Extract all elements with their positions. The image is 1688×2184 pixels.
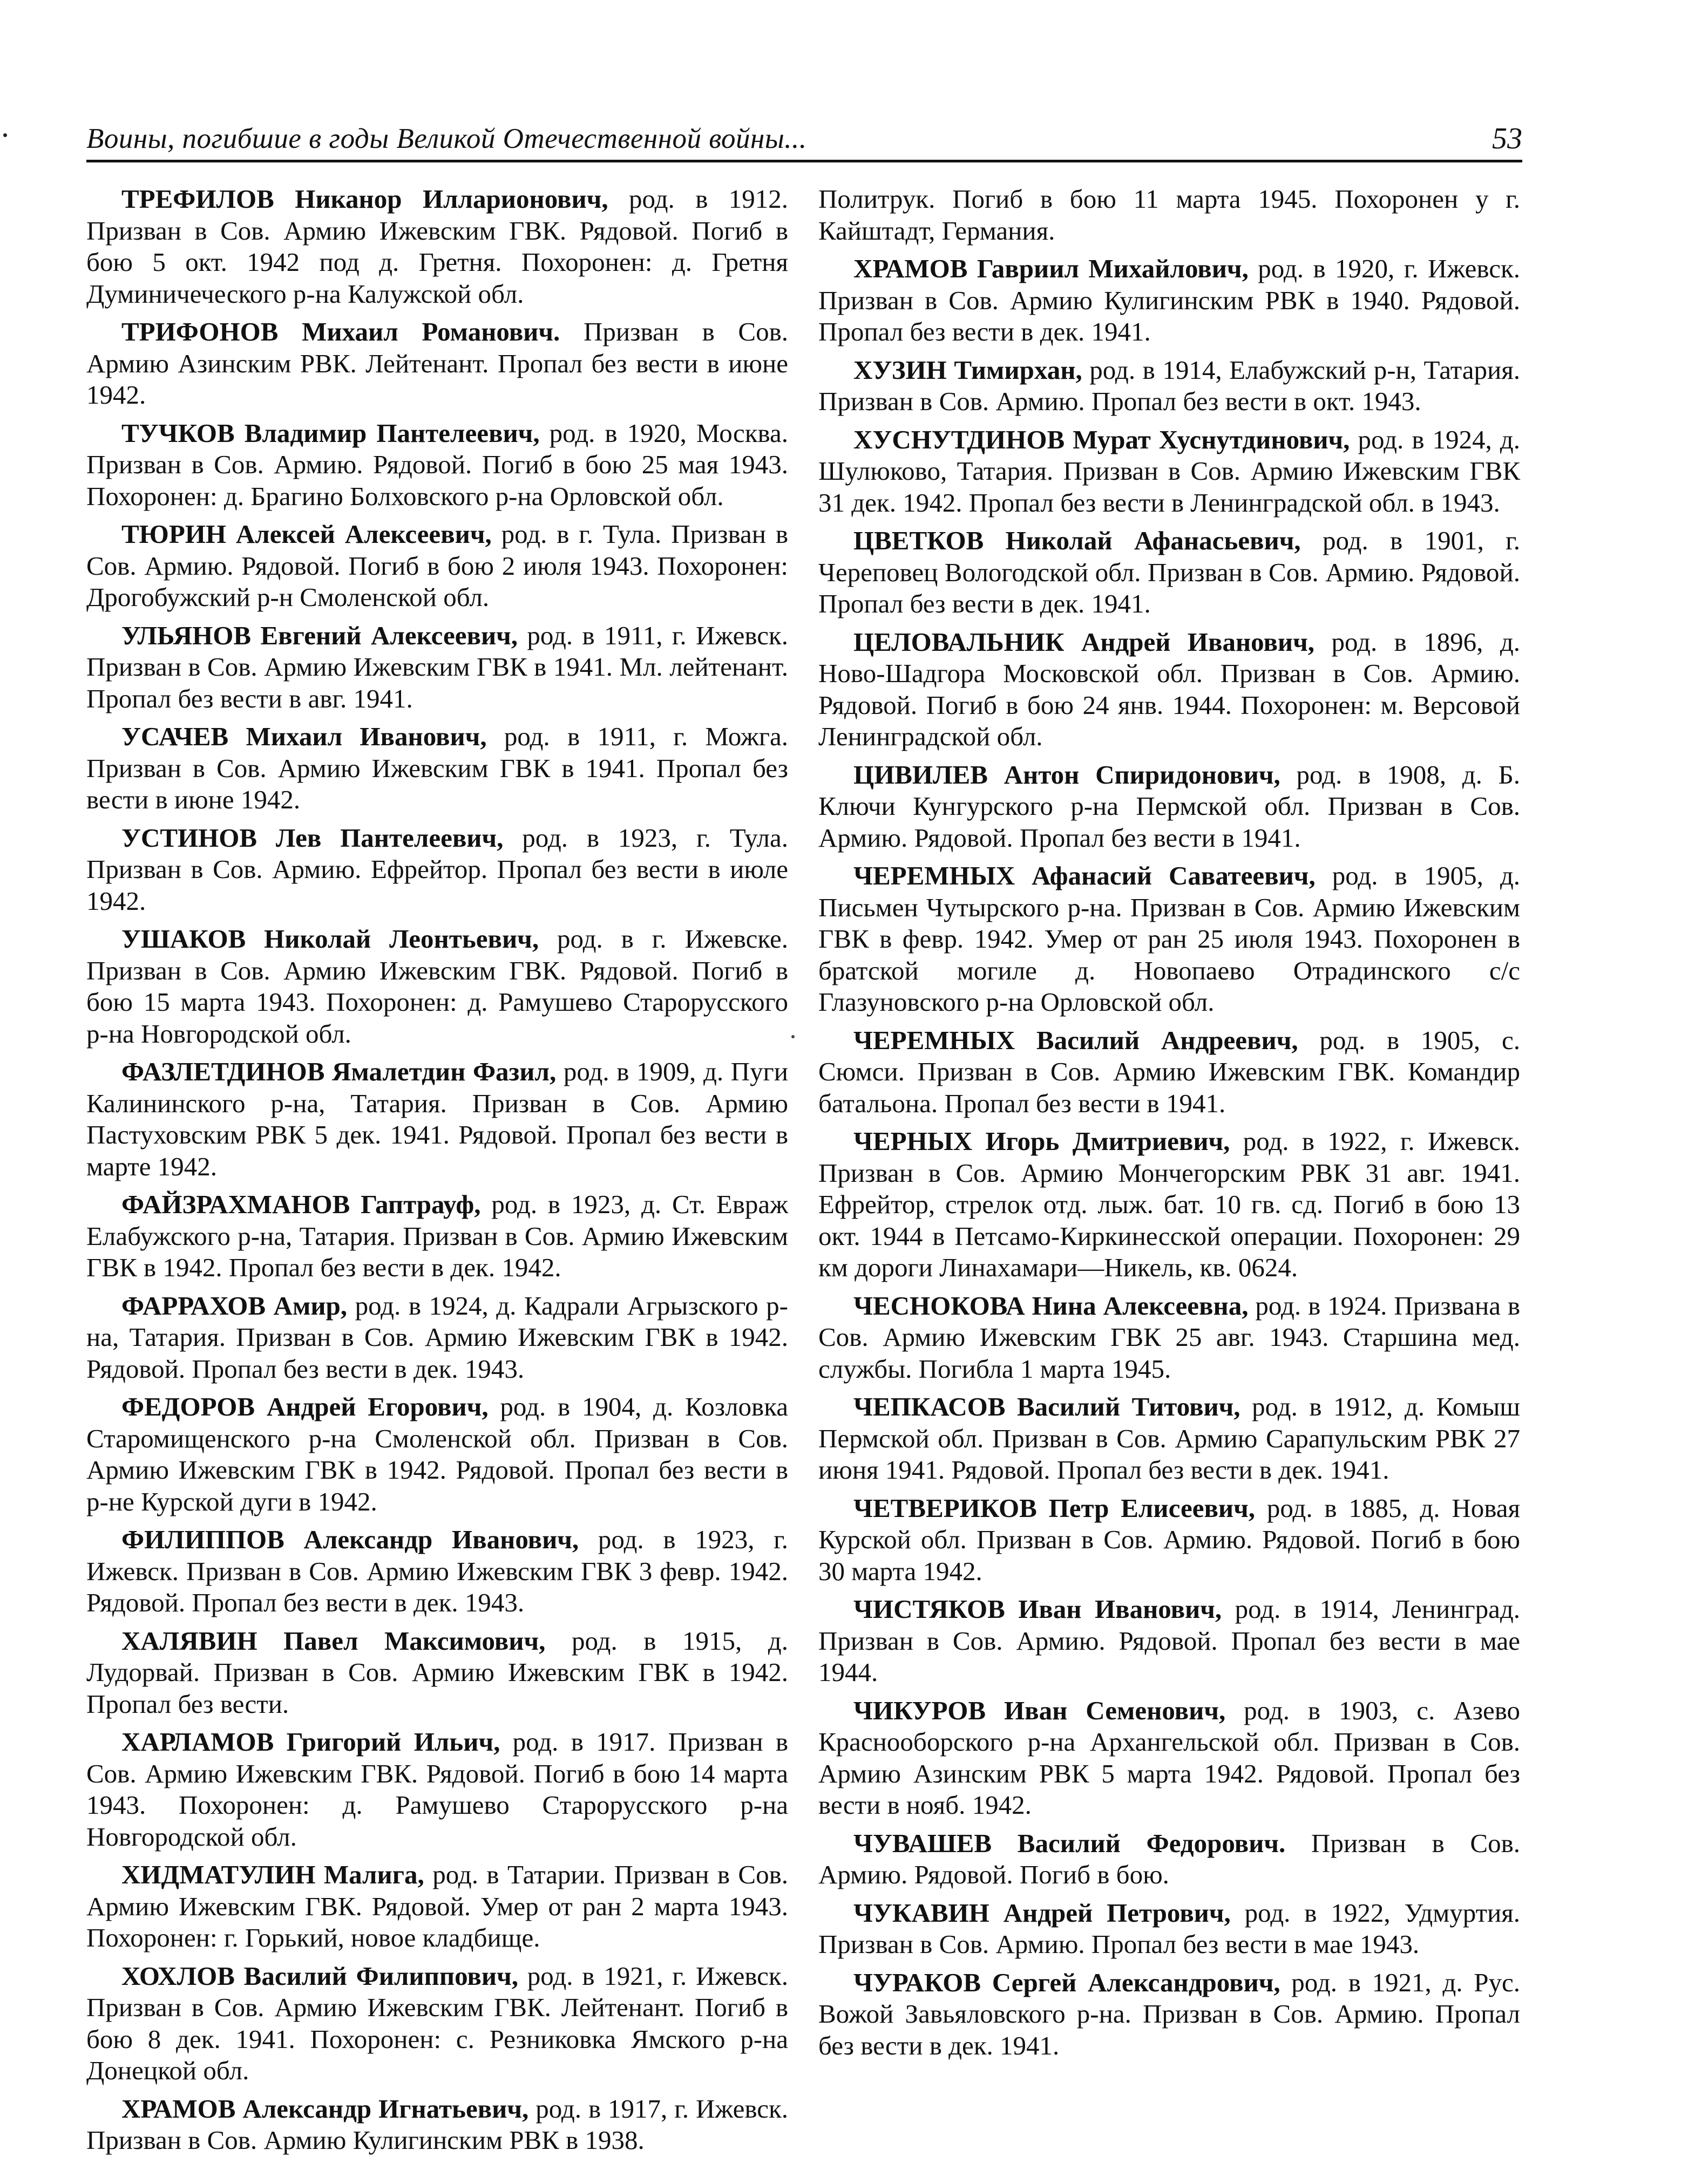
entry-text: род. в 1923, г. Тула. Призван в Сов. Армию. Ефрейтор. Пропал без вести в июле 1942.: [86, 822, 789, 916]
obituary-entry: [86, 1625, 788, 1720]
entry-name: ЧЕПКАСОВ Василий Титович,: [853, 1392, 1240, 1421]
obituary-entry: [86, 1056, 788, 1182]
entry-text: род. в г. Ижевске. Призван в Сов. Армию Ижевским ГВК. Рядовой. Погиб в бою 15 марта 1943. Похоронен: д. Рамушево Старорусского р-на Новгородской обл.: [86, 924, 788, 1049]
entry-text: род. в 1909, д. Пуги Калининского р-на, Татария. Призван в Сов. Армию Пастуховским РВК 5 дек. 1941. Рядовой. Пропал без вести в марте 1942.: [86, 1057, 788, 1181]
obituary-entry: [818, 1594, 1520, 1689]
entry-name: ЧИСТЯКОВ Иван Иванович,: [853, 1594, 1222, 1624]
obituary-entry: [818, 1967, 1520, 2062]
entry-name: ТРИФОНОВ Михаил Романович.: [121, 317, 560, 346]
entry-name: ЧУКАВИН Андрей Петрович,: [853, 1897, 1231, 1928]
obituary-entry: [86, 1290, 788, 1385]
entry-name: ХУСНУТДИНОВ Мурат Хуснутдинович,: [853, 424, 1350, 454]
entry-name: ФАРРАХОВ Амир,: [121, 1290, 348, 1321]
entry-text: род. в 1924, д. Шулюково, Татария. Призван в Сов. Армию Ижевским ГВК 31 дек. 1942. Пропал без вести в Ленинградской обл. в 1943.: [818, 424, 1520, 518]
entry-name: ЧЕТВЕРИКОВ Петр Елисеевич,: [853, 1493, 1256, 1523]
left-column: [86, 183, 788, 2163]
obituary-entry: [86, 1524, 788, 1619]
margin-speck: [3, 133, 7, 137]
entry-text: род. в 1920, Москва. Призван в Сов. Армию. Рядовой. Погиб в бою 25 мая 1943. Похоронен: д. Брагино Болховского р-на Орловской обл.: [86, 418, 788, 511]
entry-name: УСАЧЕВ Михаил Иванович,: [121, 722, 487, 751]
entry-name: ФЕДОРОВ Андрей Егорович,: [121, 1392, 489, 1421]
entry-text: род. в 1912, д. Комыш Пермской обл. Призван в Сов. Армию Сарапульским РВК 27 июня 1941. Рядовой. Пропал без вести в дек. 1941.: [818, 1392, 1520, 1485]
obituary-entry: [86, 923, 788, 1050]
entry-name: ЧУВАШЕВ Василий Федорович.: [853, 1828, 1286, 1858]
entry-name: УСТИНОВ Лев Пантелеевич,: [121, 822, 504, 853]
entry-text: Призван в Сов. Армию. Рядовой. Погиб в бою.: [818, 1828, 1520, 1889]
entry-name: ХРАМОВ Гавриил Михайлович,: [853, 254, 1249, 283]
entry-name: ТЮРИН Алексей Алексеевич,: [121, 519, 492, 549]
obituary-entry: [86, 2093, 788, 2156]
entry-name: ЦЕЛОВАЛЬНИК Андрей Иванович,: [853, 627, 1315, 657]
obituary-entry: [86, 1859, 788, 1954]
obituary-entry: [818, 627, 1520, 753]
entry-text: род. в 1912. Призван в Сов. Армию Ижевским ГВК. Рядовой. Погиб в бою 5 окт. 1942 под д. Гретня. Похоронен: д. Гретня Думиничеческого р-на Калужской обл.: [86, 184, 789, 309]
entry-text: род. в 1922, г. Ижевск. Призван в Сов. Армию Мончегорским РВК 31 авг. 1941. Ефрейтор, стрелок отд. лыж. бат. 10 гв. сд. Погиб в бою 13 окт. 1944 в Петсамо-Киркинесской операции. Похоронен: 29 км дороги Линахамари—Никель, кв. 0624.: [818, 1126, 1520, 1282]
entry-text: род. в 1920, г. Ижевск. Призван в Сов. Армию Кулигинским РВК в 1940. Рядовой. Пропал без вести в дек. 1941.: [818, 254, 1521, 346]
entry-name: ЧЕСНОКОВА Нина Алексеевна,: [853, 1290, 1249, 1321]
obituary-entry: [818, 253, 1520, 348]
entry-text: род. в 1917, г. Ижевск. Призван в Сов. Армию Кулигинским РВК в 1938.: [86, 2093, 788, 2155]
entry-text: род. в 1908, д. Б. Ключи Кунгурского р-на Пермской обл. Призван в Сов. Армию. Рядовой. Пропал без вести в 1941.: [818, 759, 1520, 853]
obituary-entry: [86, 1189, 788, 1284]
column-gutter-speck: [791, 1035, 795, 1038]
entry-text: род. в 1903, с. Азево Краснооборского р-на Архангельской обл. Призван в Сов. Армию Азинским РВК 5 марта 1942. Рядовой. Пропал без вести в нояб. 1942.: [818, 1695, 1520, 1820]
entry-text: род. в 1911, г. Ижевск. Призван в Сов. Армию Ижевским ГВК в 1941. Мл. лейтенант. Пропал без вести в авг. 1941.: [86, 620, 788, 713]
entry-name: УШАКОВ Николай Леонтьевич,: [121, 924, 539, 954]
obituary-entry: [818, 525, 1520, 620]
entry-name: ЧЕРЕМНЫХ Василий Андреевич,: [853, 1025, 1298, 1055]
entry-text: род. в 1905, с. Сюмси. Призван в Сов. Армию Ижевским ГВК. Командир батальона. Пропал без вести в 1941.: [818, 1025, 1520, 1118]
entry-name: ХУЗИН Тимирхан,: [853, 355, 1082, 385]
obituary-entry: [86, 1391, 788, 1518]
entry-text: род. в 1917. Призван в Сов. Армию Ижевским ГВК. Рядовой. Погиб в бою 14 марта 1943. Похоронен: д. Рамушево Старорусского р-на Новгородской обл.: [86, 1727, 789, 1852]
obituary-entry: [86, 1961, 788, 2087]
entry-name: ФАЙЗРАХМАНОВ Гаптрауф,: [121, 1189, 481, 1219]
entry-text: род. в 1922, Удмуртия. Призван в Сов. Армию. Пропал без вести в мае 1943.: [818, 1897, 1520, 1959]
entry-continuation: Политрук. Погиб в бою 11 марта 1945. Похоронен у г. Кайштадт, Германия.: [818, 184, 1520, 246]
page-number: 53: [1492, 122, 1522, 155]
header-rule: [86, 160, 1522, 162]
obituary-entry: [86, 1726, 788, 1853]
entry-name: ХАРЛАМОВ Григорий Ильич,: [121, 1727, 500, 1757]
entry-name: ЧУРАКОВ Сергей Александрович,: [853, 1967, 1280, 1997]
obituary-entry: [86, 418, 788, 513]
entry-text: род. в 1911, г. Можга. Призван в Сов. Армию Ижевским ГВК в 1941. Пропал без вести в июне 1942.: [86, 722, 788, 814]
page-header: [86, 120, 1522, 158]
entry-name: ХАЛЯВИН Павел Максимович,: [121, 1625, 546, 1656]
entry-name: ТРЕФИЛОВ Никанор Илларионович,: [121, 184, 608, 214]
entry-text: род. в 1905, д. Письмен Чутырского р-на. Призван в Сов. Армию Ижевским ГВК в февр. 1942. Умер от ран 25 июля 1943. Похоронен в братской могиле д. Новопаево Отрадинского с/с Глазуновского р-на Орловской обл.: [818, 861, 1520, 1017]
entry-text: род. в 1885, д. Новая Курской обл. Призван в Сов. Армию. Рядовой. Погиб в бою 30 марта 1942.: [818, 1493, 1521, 1586]
obituary-entry: [818, 1828, 1520, 1891]
obituary-entry: [86, 183, 788, 310]
entry-name: УЛЬЯНОВ Евгений Алексеевич,: [121, 620, 518, 650]
entry-name: ТУЧКОВ Владимир Пантелеевич,: [121, 418, 540, 448]
obituary-entry: [818, 860, 1520, 1018]
obituary-entry: [818, 1290, 1520, 1385]
obituary-entry: [86, 721, 788, 816]
right-column: [818, 183, 1520, 2068]
obituary-entry: [818, 1493, 1520, 1588]
entry-text: род. в 1901, г. Череповец Вологодской обл. Призван в Сов. Армию. Рядовой. Пропал без вести в дек. 1941.: [818, 526, 1520, 618]
entry-name: ЧЕРНЫХ Игорь Дмитриевич,: [853, 1126, 1230, 1156]
obituary-entry: [818, 1897, 1520, 1961]
entry-text: род. в 1921, г. Ижевск. Призван в Сов. Армию Ижевским ГВК. Лейтенант. Погиб в бою 8 дек. 1941. Похоронен: с. Резниковка Ямского р-на Донецкой обл.: [86, 1961, 788, 2085]
entry-text: род. в 1914, Ленинград. Призван в Сов. Армию. Рядовой. Пропал без вести в мае 1944.: [818, 1594, 1521, 1687]
obituary-entry: [86, 822, 788, 917]
obituary-entry: [818, 1126, 1520, 1284]
obituary-entry: [86, 519, 788, 614]
entry-text: род. в 1923, д. Ст. Евраж Елабужского р-на, Татария. Призван в Сов. Армию Ижевским ГВК в 1942. Пропал без вести в дек. 1942.: [86, 1189, 788, 1282]
obituary-entry: [86, 620, 788, 715]
entry-name: ЦИВИЛЕВ Антон Спиридонович,: [853, 759, 1280, 790]
entry-name: ЧИКУРОВ Иван Семенович,: [853, 1695, 1226, 1725]
entry-text: род. в 1914, Елабужский р-н, Татария. Призван в Сов. Армию. Пропал без вести в окт. 1943.: [818, 355, 1520, 416]
entry-text: род. в г. Тула. Призван в Сов. Армию. Рядовой. Погиб в бою 2 июля 1943. Похоронен: Дрогобужский р-н Смоленской обл.: [86, 519, 788, 612]
entry-name: ЦВЕТКОВ Николай Афанасьевич,: [853, 526, 1301, 555]
entry-text: род. в 1923, г. Ижевск. Призван в Сов. Армию Ижевским ГВК 3 февр. 1942. Рядовой. Пропал без вести в дек. 1943.: [86, 1525, 788, 1617]
entry-text: род. в 1924. Призвана в Сов. Армию Ижевским ГВК 25 авг. 1943. Старшина мед. службы. Погибла 1 марта 1945.: [818, 1290, 1520, 1384]
obituary-entry: [818, 759, 1520, 854]
entry-text: род. в Татарии. Призван в Сов. Армию Ижевским ГВК. Рядовой. Умер от ран 2 марта 1943. Похоронен: г. Горький, новое кладбище.: [86, 1860, 788, 1952]
entry-text: род. в 1921, д. Рус. Вожой Завьяловского р-на. Призван в Сов. Армию. Пропал без вести в дек. 1941.: [818, 1967, 1520, 2060]
obituary-entry: [818, 355, 1520, 418]
entry-text: род. в 1904, д. Козловка Старомищенского р-на Смоленской обл. Призван в Сов. Армию Ижевским ГВК в 1942. Рядовой. Пропал без вести в р-не Курской дуги в 1942.: [86, 1392, 789, 1516]
entry-text: род. в 1915, д. Лудорвай. Призван в Сов. Армию Ижевским ГВК в 1942. Пропал без вести.: [86, 1625, 788, 1719]
obituary-entry: [818, 1695, 1520, 1821]
entry-name: ФИЛИППОВ Александр Иванович,: [121, 1525, 579, 1554]
entry-text: род. в 1896, д. Ново-Шадгора Московской обл. Призван в Сов. Армию. Рядовой. Погиб в бою 24 янв. 1944. Похоронен: м. Версовой Ленинградской обл.: [818, 627, 1520, 751]
entry-name: ХРАМОВ Александр Игнатьевич,: [121, 2093, 529, 2124]
obituary-entry: [818, 1025, 1520, 1120]
entry-text: Призван в Сов. Армию Азинским РВК. Лейтенант. Пропал без вести в июне 1942.: [86, 317, 789, 410]
running-title: Воины, погибшие в годы Великой Отечественной войны...: [86, 123, 807, 154]
entry-name: ХИДМАТУЛИН Малига,: [121, 1860, 424, 1889]
entry-name: ХОХЛОВ Василий Филиппович,: [121, 1961, 518, 1991]
obituary-entry: [818, 1391, 1520, 1486]
obituary-entry: [86, 316, 788, 411]
obituary-entry: [818, 424, 1520, 519]
entry-text: род. в 1924, д. Кадрали Агрызского р-на, Татария. Призван в Сов. Армию Ижевским ГВК в 1942. Рядовой. Пропал без вести в дек. 1943.: [86, 1290, 788, 1384]
entry-name: ЧЕРЕМНЫХ Афанасий Саватеевич,: [853, 861, 1316, 890]
entry-name: ФАЗЛЕТДИНОВ Ямалетдин Фазил,: [121, 1057, 557, 1086]
